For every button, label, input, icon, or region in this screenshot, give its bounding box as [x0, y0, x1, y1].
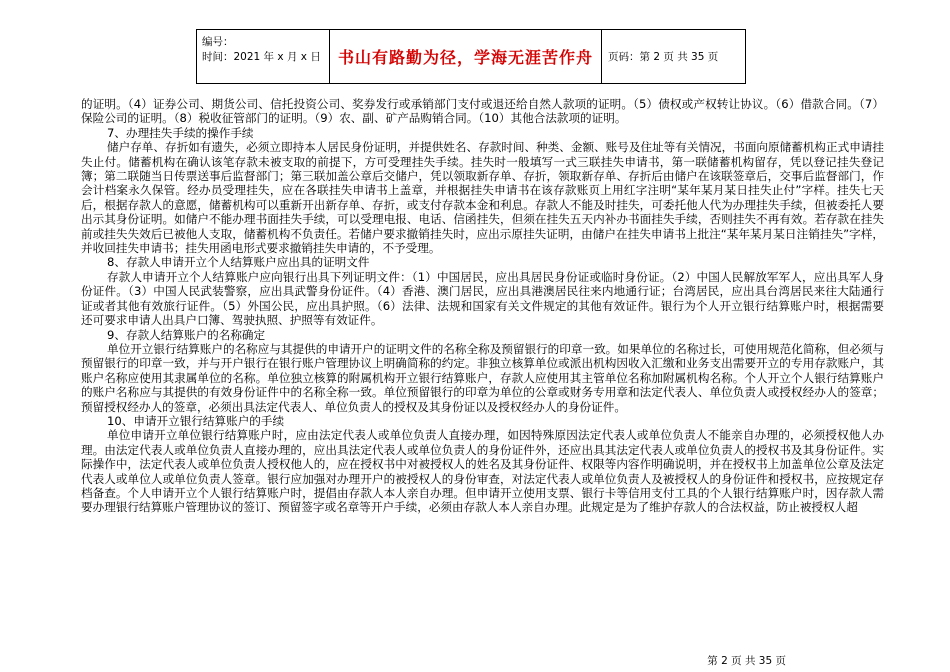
body-paragraph: 存款人申请开立个人结算账户应向银行出具下列证明文件：（1）中国居民，应出具居民身份证或临时身份证。（2）中国人民解放军军人，应出具军人身份证件。（3）中国人民武装警察，应出具武警身份证件。（4）香港、澳门居民，应出具港澳居民往来内地通行证；台湾居民，应出具台湾居民来往大陆通行证或者其他有效旅行证件。（5）外国公民，应出具护照。（6）法律、法规和国家有关文件规定的其他有效证件。银行为个人开立银行结算账户时，根据需要还可要求申请人出具户口簿、驾驶执照、护照等有效证件。: [81, 269, 884, 328]
header-table: [196, 29, 746, 84]
body-paragraph: 单位开立银行结算账户的名称应与其提供的申请开户的证明文件的名称全称及预留银行的印章一致。如果单位的名称过长，可使用规范化简称，但必须与预留银行的印章一致，并与开户银行在银行账户管理协议上明确简称的约定。非独立核算单位或派出机构因收入汇缴和业务支出需要开立的专用存款账户，其账户名称应使用其隶属单位的名称。单位独立核算的附属机构开立银行结算账户，存款人应使用其主管单位名称加附属机构名称。个人开立个人银行结算账户的账户名称应与其提供的有效身份证件中的名称全称一致。单位预留银行的印章为单位的公章或财务专用章和法定代表人、单位负责人或授权经办人的签章；预留授权经办人的签章，必须出具法定代表人、单位负责人的授权及其身份证以及授权经办人的身份证件。: [81, 341, 884, 414]
body-paragraph: 单位申请开立单位银行结算账户时，应由法定代表人或单位负责人直接办理，如因特殊原因法定代表人或单位负责人不能亲自办理的，必须授权他人办理。由法定代表人或单位负责人直接办理的，应出具法定代表人或单位负责人的身份证件外，还应出具其法定代表人或单位负责人的授权书及其身份证件。实际操作中，法定代表人或单位负责人授权他人的，应在授权书中对被授权人的姓名及其身份证件、权限等内容作明确说明，并在授权书上加盖单位公章及法定代表人或单位人或单位负责人签章。银行应加强对办理开户的被授权人的身份审查，对法定代表人或单位负责人及被授权人的身份证件和授权书，应按规定存档备查。个人申请开立个人银行结算账户时，提倡由存款人本人亲自办理。但申请开立使用支票、银行卡等信用支付工具的个人银行结算账户时，因存款人需要办理银行结算账户管理协议的签订、预留签字或名章等开户手续，必须由存款人本人亲自办理。此规定是为了维护存款人的合法权益，防止被授权人超: [81, 428, 884, 515]
page-footer: 第 2 页 共 35 页: [707, 655, 786, 667]
body-paragraph: 9、存款人结算账户的名称确定: [107, 327, 266, 342]
body-paragraph: 的证明。（4）证券公司、期货公司、信托投资公司、奖券发行或承销部门支付或退还给自然人款项的证明。（5）债权或产权转让协议。（6）借款合同。（7）保险公司的证明。（8）税收征管部门的证明。（9）农、副、矿产品购销合同。（10）其他合法款项的证明。: [81, 97, 884, 126]
body-paragraph: 10、申请开立银行结算账户的手续: [107, 413, 285, 428]
document-body: [81, 97, 884, 515]
body-paragraph: 储户存单、存折如有遗失，必须立即持本人居民身份证明，并提供姓名、存款时间、种类、金额、账号及住址等有关情况，书面向原储蓄机构正式申请挂失止付。储蓄机构在确认该笔存款未被支取的前提下，方可受理挂失手续。挂失时一般填写一式三联挂失申请书，第一联储蓄机构留存，凭以登记挂失登记簿；第二联随当日传票送事后监督部门；第三联加盖公章后交储户，凭以领取新存单、存折，领取新存单、存折后由储户在该联签章后，交事后监督部门，作会计档案永久保管。经办员受理挂失，应在各联挂失申请书上盖章，并根据挂失申请书在该存款账页上用红字注明“某年某月某日挂失止付”字样。挂失七天后，根据存款人的意愿，储蓄机构可以重新开出新存单、存折，或支付存款本金和利息。存款人不能及时挂失，可委托他人代为办理挂失手续，但被委托人要出示其身份证明。如储户不能办理书面挂失手续，可以受理电报、电话、信函挂失，但须在挂失五天内补办书面挂失手续，否则挂失不再有效。若存款在挂失前或挂失失效后已被他人支取，储蓄机构不负责任。若储户要求撤销挂失时，应出示原挂失证明，由储户在挂失申请书上批注“某年某月某日注销挂失”字样，并收回挂失申请书；挂失用函电形式要求撤销挂失申请的，不予受理。: [81, 140, 884, 256]
header-meta-cell: [197, 30, 330, 83]
body-paragraph: 8、存款人申请开立个人结算账户应出具的证明文件: [107, 255, 370, 270]
document-time-label: 时间：2021 年 x 月 x 日: [202, 51, 321, 63]
header-motto: 书山有路勤为径，学海无涯苦作舟: [330, 30, 602, 83]
document-number-label: 编号：: [202, 36, 234, 48]
body-paragraph: 7、办理挂失手续的操作手续: [107, 125, 254, 140]
header-page-info: 页码：第 2 页 共 35 页: [608, 51, 719, 63]
